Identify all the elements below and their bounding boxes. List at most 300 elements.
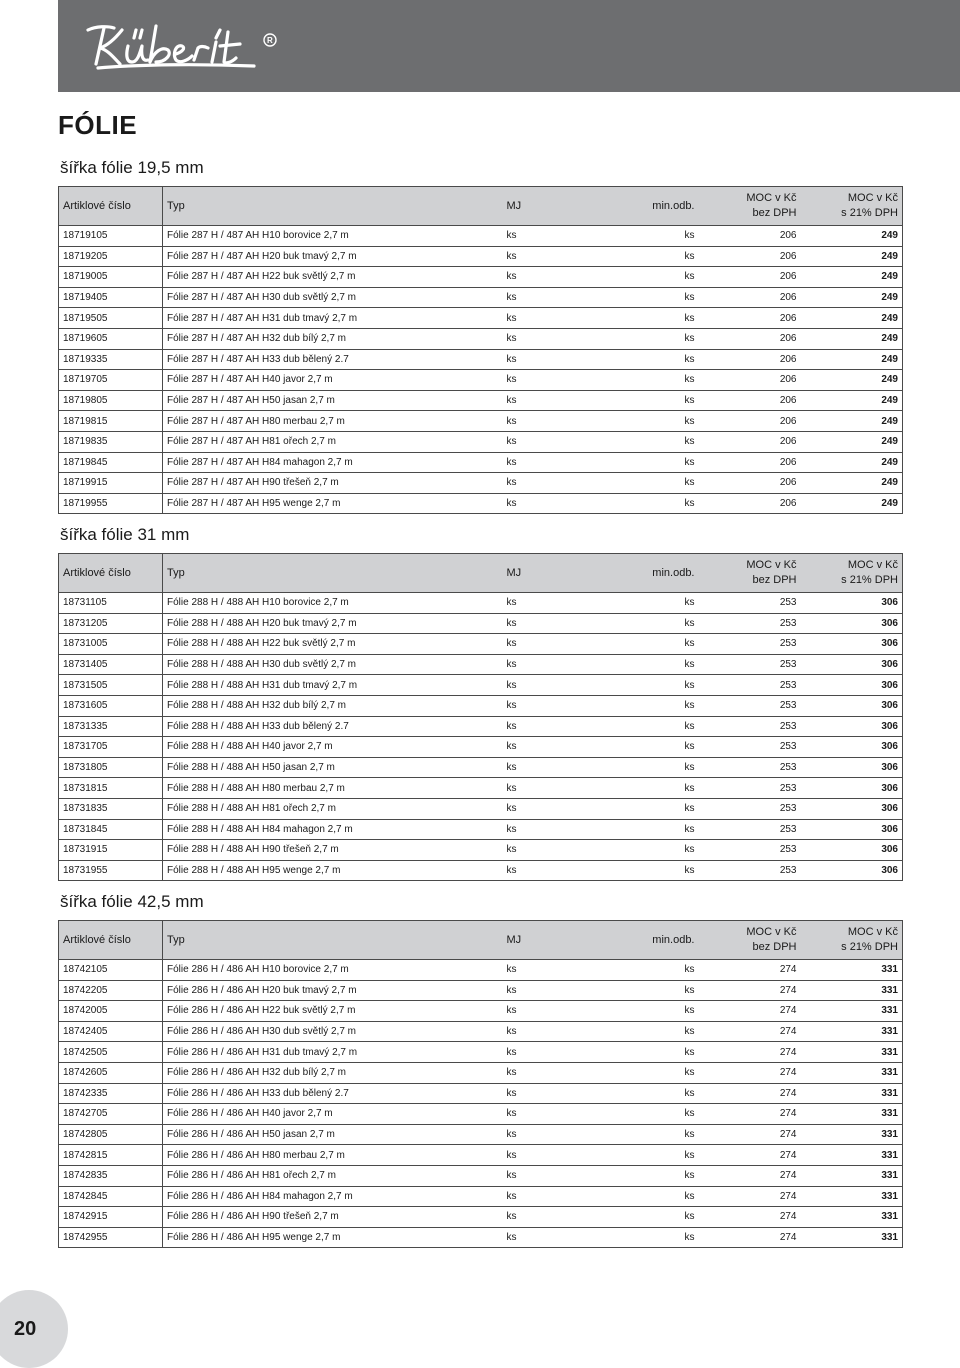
type-cell: Fólie 287 H / 487 AH H32 dub bílý 2,7 m	[163, 328, 503, 349]
min-order-cell: ks	[581, 267, 699, 288]
section-31mm	[58, 525, 902, 881]
table-row	[59, 1021, 903, 1042]
unit-cell: ks	[503, 757, 581, 778]
article-number-cell: 18719845	[59, 452, 163, 473]
type-cell: Fólie 286 H / 486 AH H10 borovice 2,7 m	[163, 960, 503, 981]
article-number-cell: 18742955	[59, 1227, 163, 1248]
type-cell: Fólie 287 H / 487 AH H22 buk světlý 2,7 m	[163, 267, 503, 288]
type-cell: Fólie 288 H / 488 AH H95 wenge 2,7 m	[163, 860, 503, 881]
article-number-cell: 18742105	[59, 960, 163, 981]
unit-cell: ks	[503, 860, 581, 881]
type-cell: Fólie 288 H / 488 AH H22 buk světlý 2,7 m	[163, 634, 503, 655]
table-row	[59, 737, 903, 758]
price-vat-cell: 249	[801, 287, 903, 308]
table-row	[59, 1227, 903, 1248]
min-order-cell: ks	[581, 308, 699, 329]
type-cell: Fólie 287 H / 487 AH H30 dub světlý 2,7 m	[163, 287, 503, 308]
article-number-cell: 18719835	[59, 431, 163, 452]
price-vat-cell: 249	[801, 226, 903, 247]
price-vat-cell: 249	[801, 452, 903, 473]
table-row	[59, 1145, 903, 1166]
page-title: FÓLIE	[58, 110, 138, 140]
price-vat-cell: 331	[801, 1186, 903, 1207]
unit-cell: ks	[503, 1186, 581, 1207]
article-number-cell: 18731005	[59, 634, 163, 655]
type-cell: Fólie 286 H / 486 AH H50 jasan 2,7 m	[163, 1124, 503, 1145]
price-vat-cell: 331	[801, 1001, 903, 1022]
table-row	[59, 493, 903, 514]
table-row	[59, 860, 903, 881]
price-net-cell: 206	[699, 411, 801, 432]
table-row	[59, 798, 903, 819]
price-vat-cell: 249	[801, 473, 903, 494]
article-number-cell: 18731505	[59, 675, 163, 696]
kubert-logo	[84, 18, 284, 74]
type-cell: Fólie 287 H / 487 AH H31 dub tmavý 2,7 m	[163, 308, 503, 329]
table-row	[59, 654, 903, 675]
table-row	[59, 226, 903, 247]
type-cell: Fólie 286 H / 486 AH H22 buk světlý 2,7 m	[163, 1001, 503, 1022]
article-number-cell: 18719805	[59, 390, 163, 411]
min-order-cell: ks	[581, 370, 699, 391]
min-order-cell: ks	[581, 452, 699, 473]
type-cell: Fólie 288 H / 488 AH H32 dub bílý 2,7 m	[163, 695, 503, 716]
type-cell: Fólie 287 H / 487 AH H81 ořech 2,7 m	[163, 431, 503, 452]
table-row	[59, 1186, 903, 1207]
price-vat-cell: 306	[801, 737, 903, 758]
type-cell: Fólie 287 H / 487 AH H50 jasan 2,7 m	[163, 390, 503, 411]
price-net-cell: 206	[699, 287, 801, 308]
page-number: 20	[14, 1318, 37, 1340]
type-cell: Fólie 288 H / 488 AH H10 borovice 2,7 m	[163, 593, 503, 614]
min-order-cell: ks	[581, 1124, 699, 1145]
min-order-cell: ks	[581, 1083, 699, 1104]
type-cell: Fólie 287 H / 487 AH H90 třešeň 2,7 m	[163, 473, 503, 494]
type-cell: Fólie 286 H / 486 AH H31 dub tmavý 2,7 m	[163, 1042, 503, 1063]
price-vat-cell: 249	[801, 370, 903, 391]
table-row	[59, 328, 903, 349]
type-cell: Fólie 287 H / 487 AH H33 dub bělený 2.7	[163, 349, 503, 370]
type-cell: Fólie 288 H / 488 AH H30 dub světlý 2,7 m	[163, 654, 503, 675]
unit-cell: ks	[503, 798, 581, 819]
article-number-cell: 18742005	[59, 1001, 163, 1022]
table-row	[59, 370, 903, 391]
type-cell: Fólie 286 H / 486 AH H32 dub bílý 2,7 m	[163, 1062, 503, 1083]
price-net-cell: 274	[699, 1124, 801, 1145]
price-net-cell: 253	[699, 798, 801, 819]
unit-cell: ks	[503, 613, 581, 634]
table-row	[59, 757, 903, 778]
min-order-cell: ks	[581, 1021, 699, 1042]
price-vat-cell: 306	[801, 634, 903, 655]
price-vat-cell: 331	[801, 1145, 903, 1166]
col-header-price-vat: MOC v Kč s 21% DPH	[801, 187, 903, 226]
min-order-cell: ks	[581, 860, 699, 881]
unit-cell: ks	[503, 226, 581, 247]
col-header-price-vat: MOC v Kč s 21% DPH	[801, 554, 903, 593]
price-vat-cell: 249	[801, 493, 903, 514]
table-row	[59, 593, 903, 614]
price-net-cell: 274	[699, 1001, 801, 1022]
price-net-cell: 274	[699, 1145, 801, 1166]
price-vat-cell: 249	[801, 328, 903, 349]
min-order-cell: ks	[581, 411, 699, 432]
unit-cell: ks	[503, 431, 581, 452]
price-vat-cell: 331	[801, 1021, 903, 1042]
price-vat-cell: 306	[801, 695, 903, 716]
price-net-cell: 274	[699, 1227, 801, 1248]
table-row	[59, 716, 903, 737]
col-header-article: Artiklové číslo	[59, 187, 163, 226]
article-number-cell: 18719505	[59, 308, 163, 329]
price-vat-cell: 306	[801, 798, 903, 819]
article-number-cell: 18731805	[59, 757, 163, 778]
article-number-cell: 18731915	[59, 840, 163, 861]
col-header-price-vat: MOC v Kč s 21% DPH	[801, 921, 903, 960]
min-order-cell: ks	[581, 593, 699, 614]
unit-cell: ks	[503, 1083, 581, 1104]
price-table	[58, 186, 903, 514]
price-vat-cell: 249	[801, 390, 903, 411]
col-header-unit: MJ	[503, 554, 581, 593]
price-net-cell: 253	[699, 613, 801, 634]
price-net-cell: 253	[699, 860, 801, 881]
price-net-cell: 253	[699, 593, 801, 614]
min-order-cell: ks	[581, 328, 699, 349]
price-net-cell: 274	[699, 960, 801, 981]
table-body	[59, 226, 903, 514]
article-number-cell: 18719335	[59, 349, 163, 370]
type-cell: Fólie 288 H / 488 AH H40 javor 2,7 m	[163, 737, 503, 758]
unit-cell: ks	[503, 370, 581, 391]
table-row	[59, 634, 903, 655]
table-row	[59, 1062, 903, 1083]
table-row	[59, 452, 903, 473]
section-19-5mm	[58, 158, 902, 514]
unit-cell: ks	[503, 1207, 581, 1228]
article-number-cell: 18742705	[59, 1104, 163, 1125]
type-cell: Fólie 288 H / 488 AH H33 dub bělený 2.7	[163, 716, 503, 737]
price-net-cell: 253	[699, 840, 801, 861]
min-order-cell: ks	[581, 1104, 699, 1125]
type-cell: Fólie 286 H / 486 AH H95 wenge 2,7 m	[163, 1227, 503, 1248]
type-cell: Fólie 287 H / 487 AH H80 merbau 2,7 m	[163, 411, 503, 432]
article-number-cell: 18742915	[59, 1207, 163, 1228]
price-vat-cell: 249	[801, 431, 903, 452]
price-vat-cell: 249	[801, 349, 903, 370]
unit-cell: ks	[503, 411, 581, 432]
unit-cell: ks	[503, 634, 581, 655]
article-number-cell: 18719815	[59, 411, 163, 432]
type-cell: Fólie 286 H / 486 AH H84 mahagon 2,7 m	[163, 1186, 503, 1207]
price-vat-cell: 306	[801, 778, 903, 799]
price-net-cell: 206	[699, 308, 801, 329]
table-body	[59, 960, 903, 1248]
price-vat-cell: 306	[801, 819, 903, 840]
price-net-cell: 274	[699, 1021, 801, 1042]
price-vat-cell: 306	[801, 613, 903, 634]
price-vat-cell: 249	[801, 411, 903, 432]
price-net-cell: 253	[699, 757, 801, 778]
section-42-5mm	[58, 892, 902, 1248]
article-number-cell: 18719105	[59, 226, 163, 247]
min-order-cell: ks	[581, 737, 699, 758]
price-net-cell: 206	[699, 370, 801, 391]
table-row	[59, 308, 903, 329]
article-number-cell: 18731405	[59, 654, 163, 675]
type-cell: Fólie 286 H / 486 AH H80 merbau 2,7 m	[163, 1145, 503, 1166]
min-order-cell: ks	[581, 675, 699, 696]
price-net-cell: 274	[699, 1062, 801, 1083]
col-header-min-order: min.odb.	[581, 187, 699, 226]
price-net-cell: 253	[699, 654, 801, 675]
section-heading: šířka fólie 31 mm	[60, 525, 190, 544]
price-net-cell: 253	[699, 675, 801, 696]
min-order-cell: ks	[581, 349, 699, 370]
article-number-cell: 18742405	[59, 1021, 163, 1042]
unit-cell: ks	[503, 737, 581, 758]
unit-cell: ks	[503, 1021, 581, 1042]
table-header-row	[59, 921, 903, 960]
article-number-cell: 18731105	[59, 593, 163, 614]
price-net-cell: 206	[699, 431, 801, 452]
unit-cell: ks	[503, 654, 581, 675]
table-row	[59, 695, 903, 716]
price-net-cell: 274	[699, 1186, 801, 1207]
unit-cell: ks	[503, 1165, 581, 1186]
price-net-cell: 274	[699, 980, 801, 1001]
min-order-cell: ks	[581, 778, 699, 799]
min-order-cell: ks	[581, 287, 699, 308]
table-row	[59, 1104, 903, 1125]
col-header-type: Typ	[163, 187, 503, 226]
price-vat-cell: 306	[801, 675, 903, 696]
table-row	[59, 613, 903, 634]
article-number-cell: 18731835	[59, 798, 163, 819]
unit-cell: ks	[503, 246, 581, 267]
min-order-cell: ks	[581, 1042, 699, 1063]
min-order-cell: ks	[581, 493, 699, 514]
col-header-price-net: MOC v Kč bez DPH	[699, 921, 801, 960]
min-order-cell: ks	[581, 431, 699, 452]
price-net-cell: 206	[699, 390, 801, 411]
unit-cell: ks	[503, 349, 581, 370]
svg-text:R: R	[267, 36, 273, 45]
type-cell: Fólie 288 H / 488 AH H90 třešeň 2,7 m	[163, 840, 503, 861]
price-table	[58, 920, 903, 1248]
price-vat-cell: 331	[801, 1124, 903, 1145]
type-cell: Fólie 288 H / 488 AH H81 ořech 2,7 m	[163, 798, 503, 819]
type-cell: Fólie 286 H / 486 AH H90 třešeň 2,7 m	[163, 1207, 503, 1228]
price-vat-cell: 331	[801, 1227, 903, 1248]
price-vat-cell: 331	[801, 1083, 903, 1104]
min-order-cell: ks	[581, 246, 699, 267]
article-number-cell: 18719705	[59, 370, 163, 391]
type-cell: Fólie 288 H / 488 AH H50 jasan 2,7 m	[163, 757, 503, 778]
price-net-cell: 253	[699, 778, 801, 799]
table-row	[59, 840, 903, 861]
table-row	[59, 819, 903, 840]
price-net-cell: 274	[699, 1165, 801, 1186]
min-order-cell: ks	[581, 1062, 699, 1083]
price-net-cell: 253	[699, 819, 801, 840]
table-row	[59, 431, 903, 452]
table-row	[59, 980, 903, 1001]
unit-cell: ks	[503, 960, 581, 981]
unit-cell: ks	[503, 778, 581, 799]
article-number-cell: 18731955	[59, 860, 163, 881]
article-number-cell: 18742335	[59, 1083, 163, 1104]
table-header-row	[59, 187, 903, 226]
min-order-cell: ks	[581, 1186, 699, 1207]
table-row	[59, 675, 903, 696]
price-vat-cell: 306	[801, 593, 903, 614]
article-number-cell: 18731605	[59, 695, 163, 716]
table-row	[59, 1001, 903, 1022]
price-vat-cell: 331	[801, 980, 903, 1001]
price-net-cell: 206	[699, 349, 801, 370]
col-header-unit: MJ	[503, 187, 581, 226]
unit-cell: ks	[503, 473, 581, 494]
price-net-cell: 274	[699, 1104, 801, 1125]
table-body	[59, 593, 903, 881]
table-row	[59, 246, 903, 267]
table-row	[59, 1124, 903, 1145]
price-vat-cell: 249	[801, 246, 903, 267]
article-number-cell: 18731205	[59, 613, 163, 634]
type-cell: Fólie 287 H / 487 AH H40 javor 2,7 m	[163, 370, 503, 391]
unit-cell: ks	[503, 1145, 581, 1166]
section-heading: šířka fólie 19,5 mm	[60, 158, 204, 177]
col-header-type: Typ	[163, 554, 503, 593]
unit-cell: ks	[503, 593, 581, 614]
article-number-cell: 18742815	[59, 1145, 163, 1166]
type-cell: Fólie 286 H / 486 AH H20 buk tmavý 2,7 m	[163, 980, 503, 1001]
article-number-cell: 18742605	[59, 1062, 163, 1083]
min-order-cell: ks	[581, 1227, 699, 1248]
price-net-cell: 206	[699, 452, 801, 473]
unit-cell: ks	[503, 493, 581, 514]
article-number-cell: 18731845	[59, 819, 163, 840]
price-vat-cell: 306	[801, 860, 903, 881]
unit-cell: ks	[503, 452, 581, 473]
min-order-cell: ks	[581, 695, 699, 716]
min-order-cell: ks	[581, 716, 699, 737]
type-cell: Fólie 288 H / 488 AH H84 mahagon 2,7 m	[163, 819, 503, 840]
min-order-cell: ks	[581, 1207, 699, 1228]
table-row	[59, 1042, 903, 1063]
price-net-cell: 206	[699, 246, 801, 267]
min-order-cell: ks	[581, 960, 699, 981]
article-number-cell: 18731705	[59, 737, 163, 758]
price-vat-cell: 306	[801, 757, 903, 778]
min-order-cell: ks	[581, 226, 699, 247]
article-number-cell: 18719405	[59, 287, 163, 308]
type-cell: Fólie 288 H / 488 AH H80 merbau 2,7 m	[163, 778, 503, 799]
price-net-cell: 206	[699, 328, 801, 349]
min-order-cell: ks	[581, 634, 699, 655]
col-header-article: Artiklové číslo	[59, 921, 163, 960]
min-order-cell: ks	[581, 840, 699, 861]
price-vat-cell: 249	[801, 308, 903, 329]
min-order-cell: ks	[581, 798, 699, 819]
unit-cell: ks	[503, 267, 581, 288]
price-vat-cell: 331	[801, 1165, 903, 1186]
min-order-cell: ks	[581, 757, 699, 778]
type-cell: Fólie 288 H / 488 AH H31 dub tmavý 2,7 m	[163, 675, 503, 696]
table-row	[59, 349, 903, 370]
min-order-cell: ks	[581, 1001, 699, 1022]
price-vat-cell: 331	[801, 1104, 903, 1125]
unit-cell: ks	[503, 695, 581, 716]
unit-cell: ks	[503, 1062, 581, 1083]
type-cell: Fólie 287 H / 487 AH H20 buk tmavý 2,7 m	[163, 246, 503, 267]
unit-cell: ks	[503, 980, 581, 1001]
min-order-cell: ks	[581, 1165, 699, 1186]
price-net-cell: 274	[699, 1207, 801, 1228]
price-net-cell: 274	[699, 1042, 801, 1063]
article-number-cell: 18742505	[59, 1042, 163, 1063]
min-order-cell: ks	[581, 654, 699, 675]
price-vat-cell: 331	[801, 1207, 903, 1228]
unit-cell: ks	[503, 675, 581, 696]
col-header-unit: MJ	[503, 921, 581, 960]
unit-cell: ks	[503, 1104, 581, 1125]
col-header-price-net: MOC v Kč bez DPH	[699, 554, 801, 593]
min-order-cell: ks	[581, 473, 699, 494]
table-row	[59, 960, 903, 981]
type-cell: Fólie 287 H / 487 AH H95 wenge 2,7 m	[163, 493, 503, 514]
article-number-cell: 18742205	[59, 980, 163, 1001]
table-header-row	[59, 554, 903, 593]
article-number-cell: 18719005	[59, 267, 163, 288]
unit-cell: ks	[503, 287, 581, 308]
table-row	[59, 1165, 903, 1186]
type-cell: Fólie 287 H / 487 AH H84 mahagon 2,7 m	[163, 452, 503, 473]
article-number-cell: 18731815	[59, 778, 163, 799]
price-table	[58, 553, 903, 881]
col-header-min-order: min.odb.	[581, 921, 699, 960]
unit-cell: ks	[503, 819, 581, 840]
price-net-cell: 206	[699, 473, 801, 494]
article-number-cell: 18719915	[59, 473, 163, 494]
table-row	[59, 287, 903, 308]
min-order-cell: ks	[581, 613, 699, 634]
unit-cell: ks	[503, 390, 581, 411]
type-cell: Fólie 286 H / 486 AH H81 ořech 2,7 m	[163, 1165, 503, 1186]
table-row	[59, 473, 903, 494]
col-header-min-order: min.odb.	[581, 554, 699, 593]
min-order-cell: ks	[581, 1145, 699, 1166]
min-order-cell: ks	[581, 390, 699, 411]
price-net-cell: 253	[699, 695, 801, 716]
price-net-cell: 206	[699, 226, 801, 247]
min-order-cell: ks	[581, 819, 699, 840]
unit-cell: ks	[503, 716, 581, 737]
col-header-type: Typ	[163, 921, 503, 960]
table-row	[59, 1207, 903, 1228]
col-header-price-net: MOC v Kč bez DPH	[699, 187, 801, 226]
type-cell: Fólie 286 H / 486 AH H33 dub bělený 2.7	[163, 1083, 503, 1104]
section-heading: šířka fólie 42,5 mm	[60, 892, 204, 911]
unit-cell: ks	[503, 1124, 581, 1145]
price-vat-cell: 306	[801, 840, 903, 861]
article-number-cell: 18742835	[59, 1165, 163, 1186]
unit-cell: ks	[503, 840, 581, 861]
col-header-article: Artiklové číslo	[59, 554, 163, 593]
article-number-cell: 18719955	[59, 493, 163, 514]
price-vat-cell: 331	[801, 1042, 903, 1063]
